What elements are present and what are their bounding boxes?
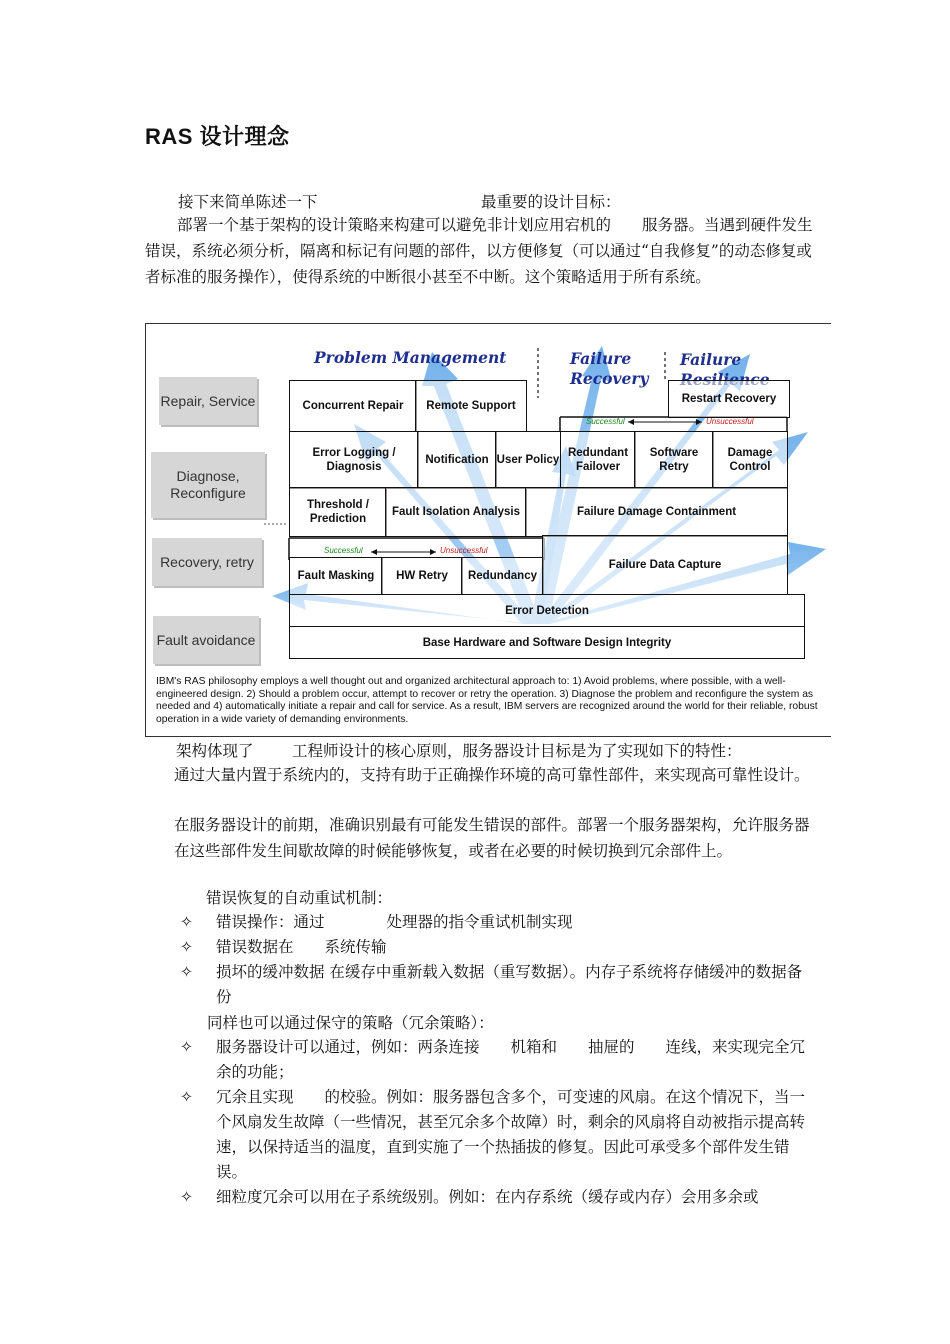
page-heading: RAS 设计理念 (145, 124, 290, 149)
box-notification: Notification (417, 431, 497, 489)
level-diagnose-reconfigure: Diagnose, Reconfigure (151, 452, 265, 518)
bullet-text: 冗余且实现 的校验。例如：服务器包含多个，可变速的风扇。在这个情况下，当一个风扇发生故障（一些情况，甚至冗余多个故障）时，剩余的风扇将自动被指示提高转速，以保持适当的温度，直到实施了一个热插拔的修复。因此可承受多个部件发生错误。 (216, 1088, 806, 1181)
bullet-text: 错误数据在 系统传输 (216, 938, 387, 956)
level-fault-avoidance: Fault avoidance (153, 616, 259, 664)
bullet-text: 细粒度冗余可以用在子系统级别。例如：在内存系统（缓存或内存）会用多余或 (216, 1188, 759, 1206)
box-redundancy: Redundancy (461, 557, 544, 595)
bullet-mark-icon: ✧ (180, 1038, 193, 1056)
tag-successful-bottom: Successful (324, 546, 363, 555)
body-paragraph-design: 在服务器设计的前期，准确识别最有可能发生错误的部件。部署一个服务器架构，允许服务器在这些部件发生间歇故障的时候能够恢复，或者在必要的时候切换到冗余部件上。 (174, 816, 810, 860)
tag-successful-top: Successful (586, 417, 625, 426)
box-redundant-failover: Redundant Failover (560, 431, 636, 489)
box-failure-damage-containment: Failure Damage Containment (525, 487, 788, 537)
body-paragraph-reliability: 通过大量内置于系统内的，支持有助于正确操作环境的高可靠性部件，来实现高可靠性设计。 (174, 766, 810, 784)
box-hw-retry: HW Retry (381, 557, 463, 595)
box-damage-control: Damage Control (712, 431, 788, 489)
retry-title: 错误恢复的自动重试机制： (206, 889, 393, 907)
bullet-text: 服务器设计可以通过，例如：两条连接 机箱和 抽屉的 连线，来实现完全冗余的功能； (216, 1038, 806, 1081)
box-user-policy: User Policy (495, 431, 561, 489)
bullet-text: 损坏的缓冲数据 在缓存中重新载入数据（重写数据）。内存子系统将存储缓冲的数据备份 (216, 963, 803, 1006)
box-concurrent-repair: Concurrent Repair (289, 380, 417, 432)
box-fault-isolation: Fault Isolation Analysis (385, 487, 527, 537)
box-threshold-prediction: Threshold / Prediction (289, 487, 387, 537)
level-recovery-retry: Recovery, retry (152, 538, 262, 586)
bullet-mark-icon: ✧ (180, 938, 193, 956)
bullet-mark-icon: ✧ (180, 1088, 193, 1106)
bullet-mark-icon: ✧ (180, 913, 193, 931)
tag-unsuccessful-bottom: Unsuccessful (440, 546, 488, 555)
bullet-mark-icon: ✧ (180, 1188, 193, 1206)
box-failure-data-capture: Failure Data Capture (542, 535, 788, 595)
box-error-detection: Error Detection (289, 594, 805, 627)
redundancy-title: 同样也可以通过保守的策略（冗余策略）： (207, 1014, 494, 1032)
bullet-text: 错误操作：通过 处理器的指令重试机制实现 (216, 913, 573, 931)
box-error-logging: Error Logging / Diagnosis (289, 431, 419, 489)
figure-caption: IBM's RAS philosophy employs a well thought out and organized architectural approach to: 1) Avoid problems, where possible, with a well-engineered design. 2) Should a problem occur, attempt to recover or retry the operation. 3) Diagnose the problem and reconfigure the system as needed and 4) automatically initiate a repair and call for service. As a result, IBM servers are recognized around the world for their reliable, robust operation in a wide variety of demanding environments. (156, 676, 818, 725)
body-line-3a: 架构体现了 (176, 742, 254, 760)
box-software-retry: Software Retry (634, 431, 714, 489)
level-repair-service: Repair, Service (159, 377, 257, 425)
header-failure-resilience: Failure (680, 350, 742, 369)
box-base-hardware: Base Hardware and Software Design Integrity (289, 626, 805, 659)
intro-paragraph: 部署一个基于架构的设计策略来构建可以避免非计划应用宕机的 服务器。当遇到硬件发生错误，系统必须分析，隔离和标记有问题的部件，以方便修复（可以通过“自我修复”的动态修复或者标准的服务操作），使得系统的中断很小甚至不中断。这个策略适用于所有系统。 (145, 216, 813, 286)
bullet-mark-icon: ✧ (180, 963, 193, 981)
box-restart-recovery: Restart Recovery (668, 380, 790, 418)
intro-line-1b: 最重要的设计目标： (481, 193, 621, 211)
body-line-3b: 工程师设计的核心原则，服务器设计目标是为了实现如下的特性： (292, 742, 742, 760)
box-remote-support: Remote Support (415, 380, 527, 432)
header-failure-recovery: Failure Recovery (570, 349, 649, 388)
intro-line-1a: 接下来简单陈述一下 (178, 193, 318, 211)
header-problem-management: Problem Management (314, 348, 507, 367)
ras-architecture-figure (145, 323, 831, 737)
tag-unsuccessful-top: Unsuccessful (706, 417, 754, 426)
box-fault-masking: Fault Masking (289, 557, 383, 595)
